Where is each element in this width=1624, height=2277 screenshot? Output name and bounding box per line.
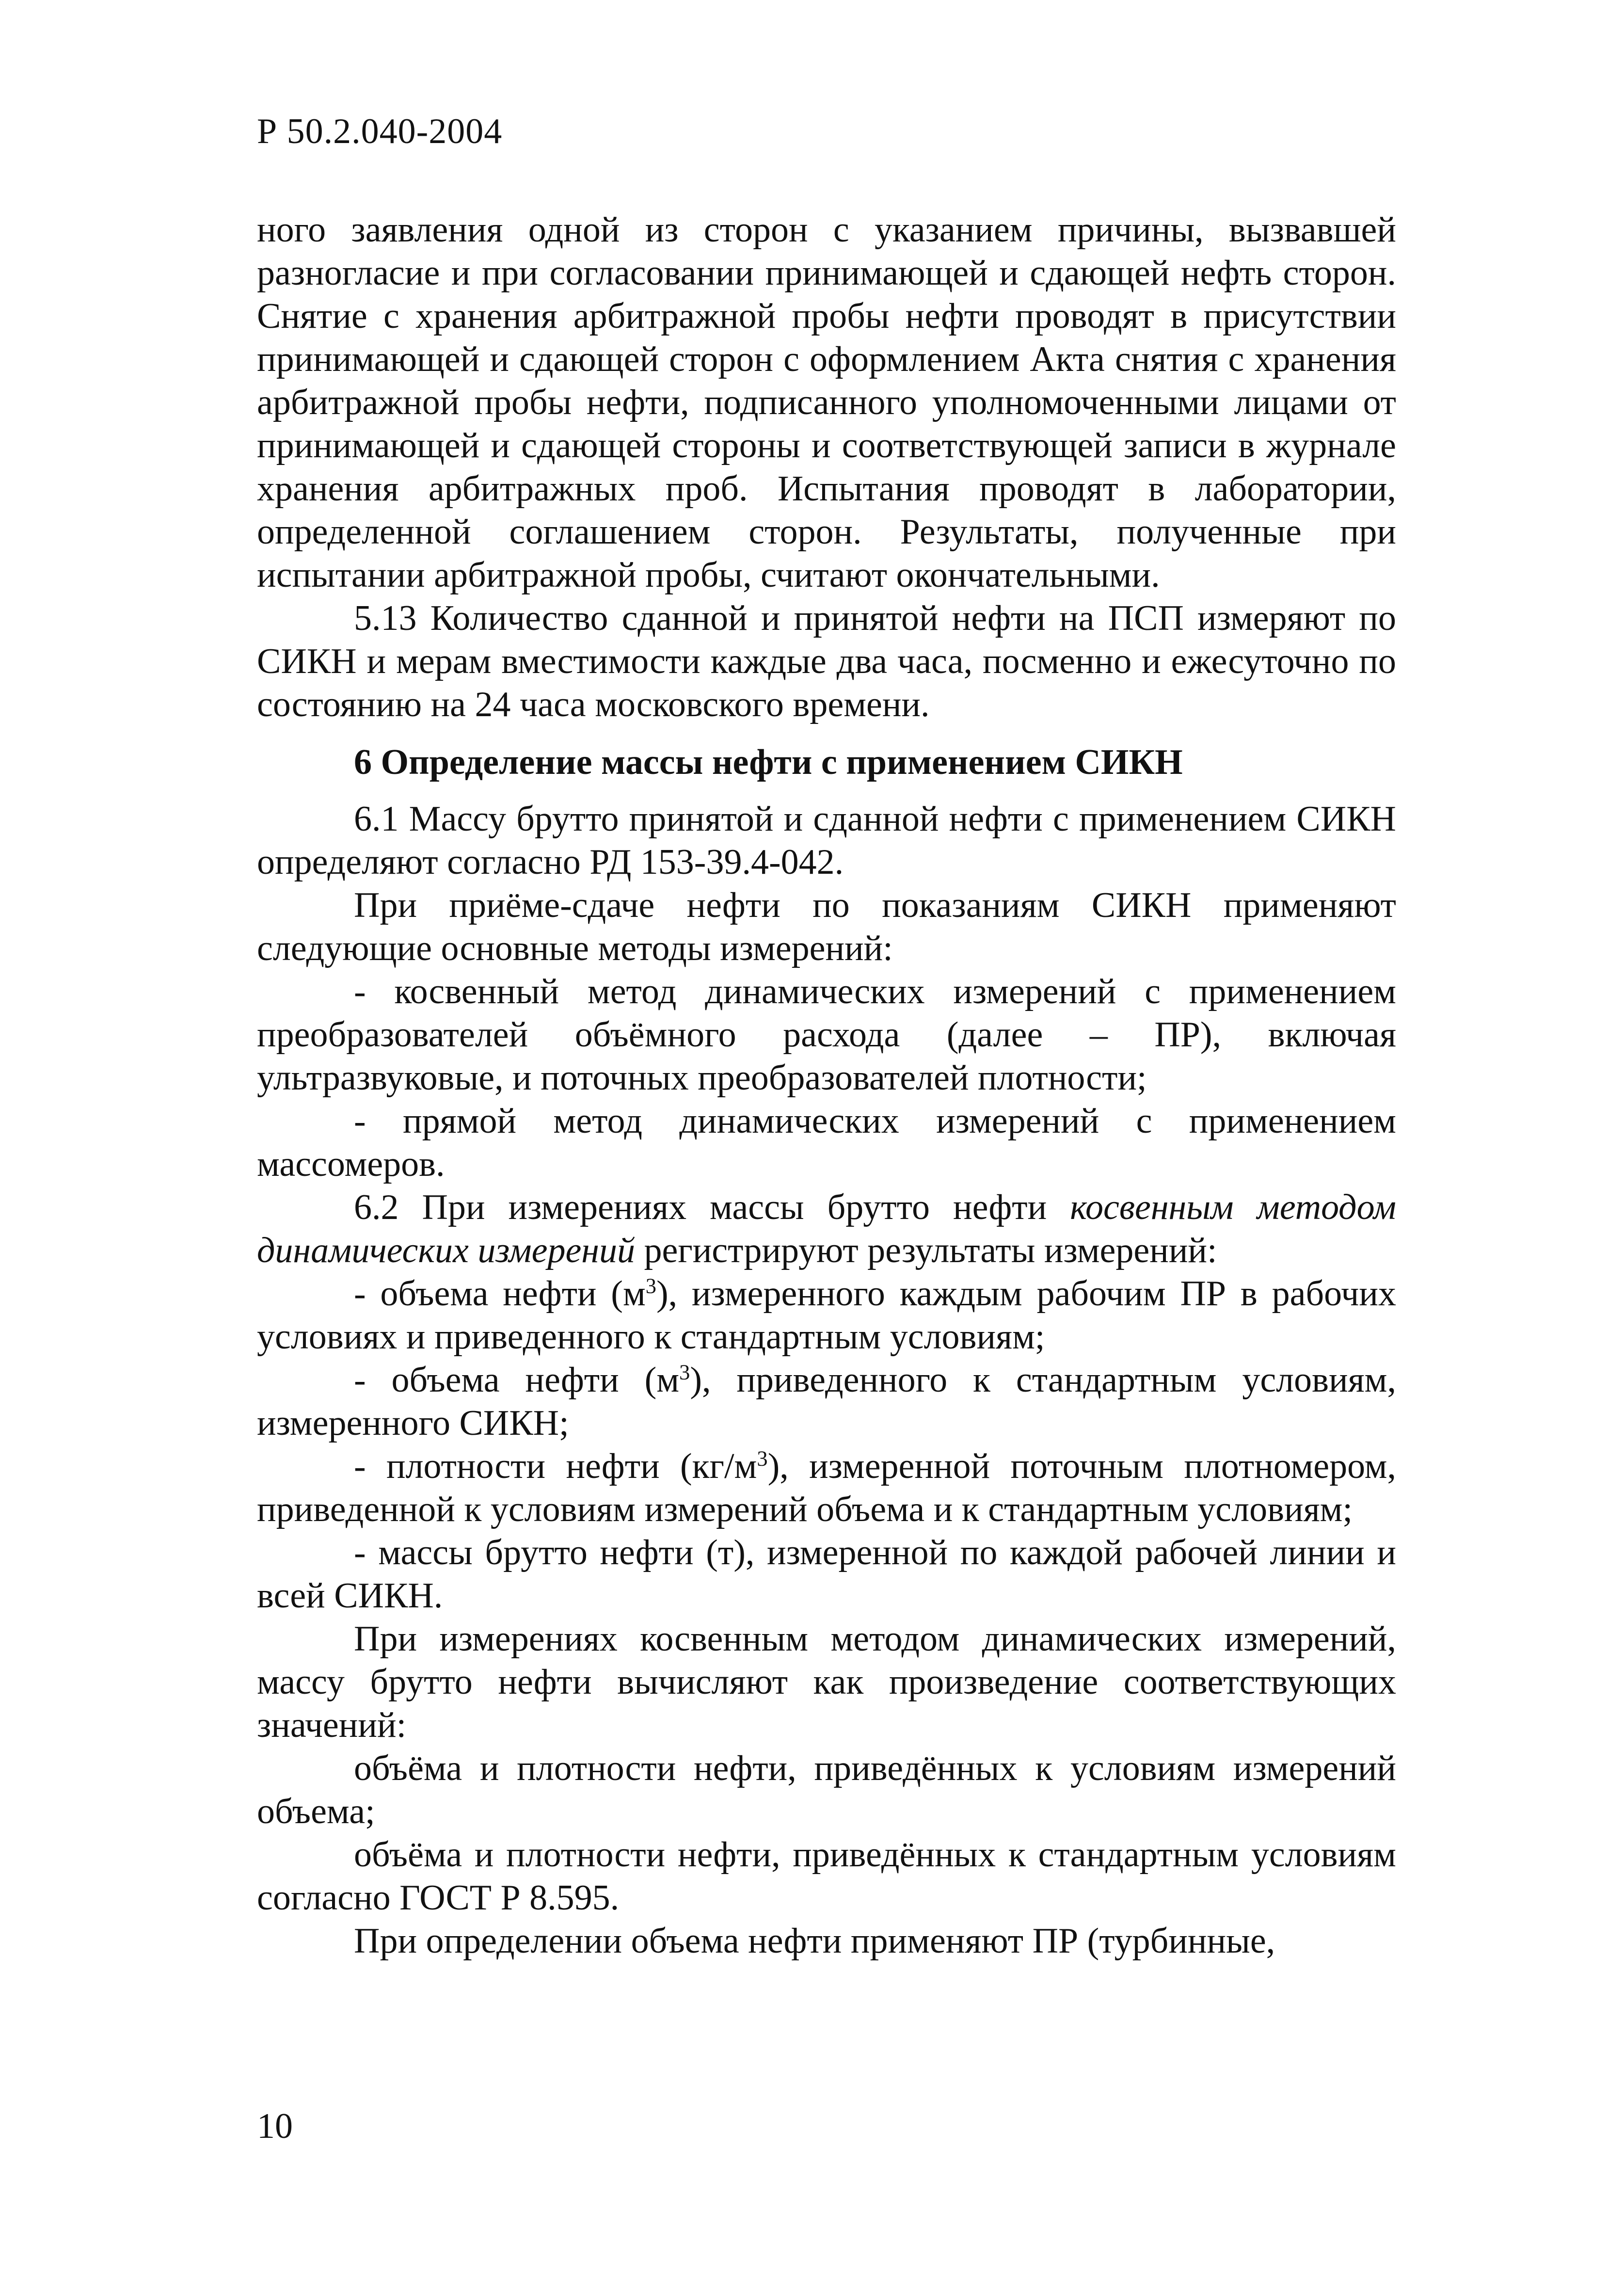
paragraph-6-2-italic: косвенным методом динамических измерений	[257, 1187, 1396, 1270]
list-item-indirect-method: - косвенный метод динамических измерений с применением преобразователей объёмного расхода (далее – ПР), включая ультразвуковые, и поточных преобразователей плотности;	[257, 972, 1396, 1098]
page-number: 10	[257, 2106, 293, 2146]
list-item-density-a: - плотности нефти (кг/м	[354, 1446, 757, 1486]
document-body	[257, 208, 1396, 1963]
paragraph-indirect-calc: При измерениях косвенным методом динамических измерений, массу брутто нефти вычисляют как произведение соответствующих значений:	[257, 1619, 1396, 1745]
superscript-3: 3	[645, 1273, 656, 1298]
paragraph-arbitration-sample: ного заявления одной из сторон с указанием причины, вызвавшей разногласие и при согласовании принимающей и сдающей нефть сторон. Снятие с хранения арбитражной пробы нефти проводят в присутствии принимающей и сдающей сторон с оформлением Акта снятия с хранения арбитражной пробы нефти, подписанного уполномоченными лицами от принимающей и сдающей стороны и соответствующей записи в журнале хранения арбитражных проб. Испытания проводят в лаборатории, определенной соглашением сторон. Результаты, полученные при испытании арбитражной пробы, считают окончательными.	[257, 210, 1396, 595]
list-item-gross-mass: - массы брутто нефти (т), измеренной по каждой рабочей линии и всей СИКН.	[257, 1533, 1396, 1616]
list-item-density	[257, 1445, 1396, 1531]
list-item-volume-sikn-b: ), приведенного к стандартным условиям, измеренного СИКН;	[257, 1360, 1397, 1443]
paragraph-6-2	[257, 1186, 1396, 1272]
section-title: 6 Определение массы нефти с применением СИКН	[354, 742, 1183, 782]
superscript-3: 3	[679, 1360, 690, 1384]
paragraph-5-13: 5.13 Количество сданной и принятой нефти на ПСП измеряют по СИКН и мерам вместимости каждые два часа, посменно и ежесуточно по состоянию на 24 часа московского времени.	[257, 598, 1396, 724]
paragraph-6-1: 6.1 Массу брутто принятой и сданной нефти с применением СИКН определяют согласно РД 153-39.4-042.	[257, 799, 1396, 882]
paragraph-6-2-end: регистрируют результаты измерений:	[635, 1231, 1217, 1270]
paragraph-volume-determination: При определении объема нефти применяют ПР (турбинные,	[354, 1921, 1275, 1961]
list-item-volume-sikn	[257, 1359, 1396, 1445]
paragraph-6-2-start: 6.2 При измерениях массы брутто нефти	[354, 1187, 1070, 1227]
list-item-volume-pr-b: ), измеренного каждым рабочим ПР в рабочих условиях и приведенного к стандартным условиям;	[257, 1274, 1396, 1357]
superscript-3: 3	[757, 1446, 768, 1471]
paragraph-methods-intro: При приёме-сдаче нефти по показаниям СИКН применяют следующие основные методы измерений:	[257, 885, 1396, 968]
paragraph-measurement-conditions: объёма и плотности нефти, приведённых к условиям измерений объема;	[257, 1748, 1396, 1831]
list-item-volume-sikn-a: - объема нефти (м	[354, 1360, 680, 1400]
list-item-volume-pr-a: - объема нефти (м	[354, 1274, 646, 1314]
paragraph-standard-conditions: объёма и плотности нефти, приведённых к стандартным условиям согласно ГОСТ Р 8.595.	[257, 1835, 1396, 1918]
list-item-density-b: ), измеренной поточным плотномером, приведенной к условиям измерений объема и к стандартным условиям;	[257, 1446, 1396, 1529]
document-code: Р 50.2.040-2004	[257, 112, 503, 151]
list-item-direct-method: - прямой метод динамических измерений с применением массомеров.	[257, 1101, 1396, 1184]
list-item-volume-pr	[257, 1272, 1396, 1359]
